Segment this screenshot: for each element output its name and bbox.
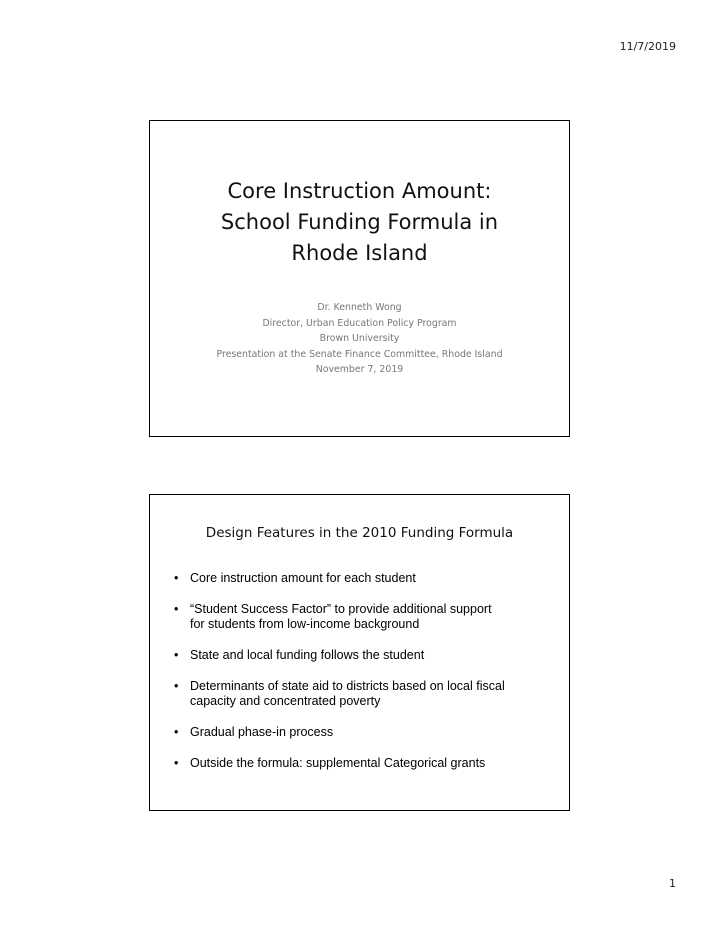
bullet-text (190, 571, 554, 586)
page-number: 1 (669, 877, 676, 890)
bullet-item (174, 725, 554, 740)
bullet-line: State and local funding follows the student (190, 648, 425, 662)
bullet-icon: • (174, 602, 179, 616)
bullet-icon: • (174, 725, 179, 739)
presentation-venue: Presentation at the Senate Finance Committee, Rhode Island (216, 348, 503, 360)
page-date: 11/7/2019 (619, 40, 676, 53)
presentation-date: November 7, 2019 (315, 364, 404, 375)
bullet-line: Determinants of state aid to districts based on local fiscal (190, 679, 505, 693)
bullet-line: capacity and concentrated poverty (190, 694, 381, 708)
bullet-line: “Student Success Factor” to provide additional support (190, 602, 492, 616)
slide-title-line: Core Instruction Amount: (227, 179, 492, 203)
bullet-icon: • (174, 679, 179, 693)
bullet-text (190, 602, 554, 632)
slide-heading: Design Features in the 2010 Funding Formula (205, 525, 514, 541)
bullet-icon: • (174, 756, 179, 770)
slide-title-line: School Funding Formula in (220, 210, 499, 234)
bullet-line: Core instruction amount for each student (190, 571, 416, 585)
slide-title-line: Rhode Island (291, 241, 428, 265)
presenter-institution: Brown University (319, 333, 400, 344)
bullet-line: for students from low-income background (190, 617, 420, 631)
bullet-icon: • (174, 571, 179, 585)
bullet-text (190, 679, 554, 709)
slide-subtitle (150, 300, 569, 378)
bullet-item (174, 679, 554, 709)
slide-title (150, 176, 569, 269)
bullet-list (174, 571, 554, 787)
bullet-item (174, 571, 554, 586)
bullet-item (174, 602, 554, 632)
bullet-item (174, 756, 554, 771)
bullet-item (174, 648, 554, 663)
bullet-icon: • (174, 648, 179, 662)
presenter-role: Director, Urban Education Policy Program (262, 317, 457, 329)
bullet-text (190, 648, 554, 663)
bullet-text (190, 756, 554, 771)
bullet-line: Outside the formula: supplemental Categorical grants (190, 756, 486, 770)
design-features-slide (149, 494, 570, 811)
presenter-name: Dr. Kenneth Wong (317, 302, 402, 313)
bullet-text (190, 725, 554, 740)
title-slide (149, 120, 570, 437)
bullet-line: Gradual phase-in process (190, 725, 334, 739)
